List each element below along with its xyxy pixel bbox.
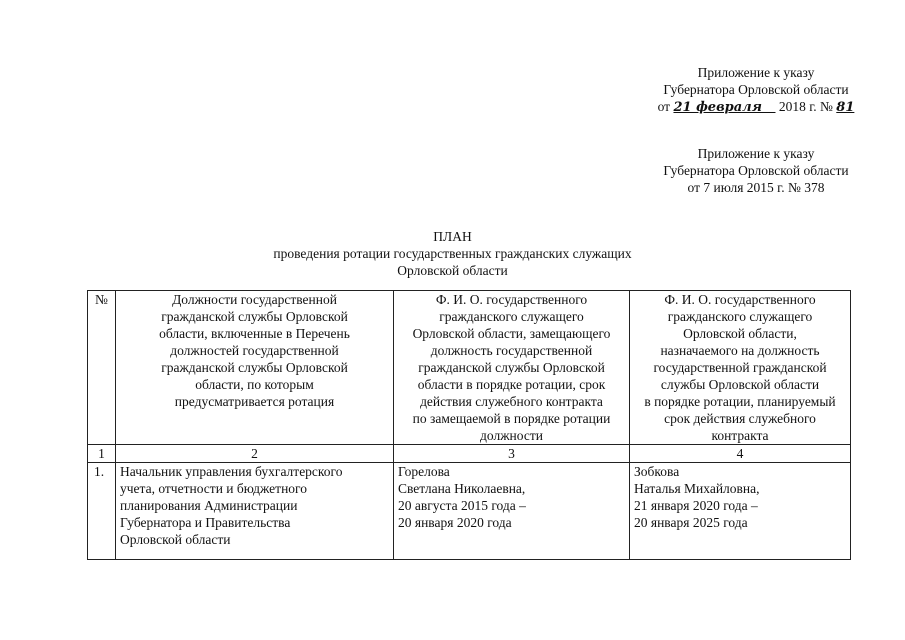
title-line1: ПЛАН bbox=[433, 229, 472, 244]
appendix-current-line2: Губернатора Орловской области bbox=[663, 82, 849, 97]
cell-line: 20 января 2020 года bbox=[398, 515, 512, 530]
cell-line: № bbox=[95, 292, 108, 307]
title-line2: проведения ротации государственных гражданских служащих bbox=[273, 246, 632, 261]
row-number: 1. bbox=[88, 463, 116, 560]
appendix-current bbox=[606, 64, 905, 116]
cell-line: контракта bbox=[711, 428, 769, 443]
cell-line: действия служебного контракта bbox=[420, 394, 603, 409]
rotation-plan-table bbox=[87, 290, 851, 560]
cell-line: области в порядке ротации, срок bbox=[417, 377, 606, 392]
cell-line: Ф. И. О. государственного bbox=[664, 292, 816, 307]
cell-line: государственной гражданской bbox=[653, 360, 827, 375]
header-position bbox=[116, 291, 394, 445]
cell-line: области, включенные в Перечень bbox=[159, 326, 350, 341]
cell-line: предусматривается ротация bbox=[174, 394, 335, 409]
cell-line: гражданской службы Орловской bbox=[418, 360, 605, 375]
date-prefix: от bbox=[657, 99, 671, 114]
cell-line: гражданской службы Орловской bbox=[161, 360, 348, 375]
appendix-original bbox=[606, 145, 905, 196]
handwritten-date: 21 февраля bbox=[673, 100, 762, 115]
appointed-employee-cell bbox=[630, 463, 851, 560]
cell-line: гражданского служащего bbox=[439, 309, 584, 324]
cell-line: области, по которым bbox=[195, 377, 314, 392]
header-number bbox=[88, 291, 116, 445]
cell-line: 20 января 2025 года bbox=[634, 515, 748, 530]
appendix-current-date bbox=[606, 98, 905, 116]
cell-line: Зобкова bbox=[634, 464, 680, 479]
cell-line: Начальник управления бухгалтерского bbox=[120, 464, 343, 479]
cell-line: Орловской области bbox=[120, 532, 231, 547]
cell-line: Наталья Михайловна, bbox=[634, 481, 760, 496]
appendix-current-line1: Приложение к указу bbox=[697, 65, 815, 80]
cell-line: должностей государственной bbox=[170, 343, 339, 358]
cell-line: назначаемого на должность bbox=[660, 343, 820, 358]
current-employee-cell bbox=[394, 463, 630, 560]
date-year: 2018 г. № bbox=[778, 99, 833, 114]
column-number: 4 bbox=[630, 445, 851, 463]
handwritten-number: 81 bbox=[836, 100, 855, 115]
table-header-row bbox=[88, 291, 851, 445]
column-number-row bbox=[88, 445, 851, 463]
appendix-original-line2: Губернатора Орловской области bbox=[663, 163, 849, 178]
document-title bbox=[0, 228, 905, 279]
cell-line: срок действия служебного bbox=[664, 411, 816, 426]
cell-line: должность государственной bbox=[430, 343, 593, 358]
cell-line: Светлана Николаевна, bbox=[398, 481, 526, 496]
cell-line: по замещаемой в порядке ротации bbox=[412, 411, 611, 426]
cell-line: учета, отчетности и бюджетного bbox=[120, 481, 307, 496]
cell-line: Должности государственной bbox=[172, 292, 337, 307]
table-row bbox=[88, 463, 851, 560]
cell-line: должности bbox=[480, 428, 543, 443]
cell-line: гражданской службы Орловской bbox=[161, 309, 348, 324]
cell-line: Орловской области, замещающего bbox=[412, 326, 611, 341]
cell-line: Губернатора и Правительства bbox=[120, 515, 291, 530]
header-appointed-employee bbox=[630, 291, 851, 445]
column-number: 2 bbox=[116, 445, 394, 463]
cell-line: Орловской области, bbox=[683, 326, 797, 341]
appendix-original-line3: от 7 июля 2015 г. № 378 bbox=[687, 180, 825, 195]
cell-line: Горелова bbox=[398, 464, 450, 479]
cell-line: планирования Администрации bbox=[120, 498, 298, 513]
column-number: 3 bbox=[394, 445, 630, 463]
appendix-original-line1: Приложение к указу bbox=[697, 146, 815, 161]
cell-line: в порядке ротации, планируемый bbox=[644, 394, 836, 409]
cell-line: 21 января 2020 года – bbox=[634, 498, 758, 513]
cell-line: 20 августа 2015 года – bbox=[398, 498, 526, 513]
header-current-employee bbox=[394, 291, 630, 445]
cell-line: Ф. И. О. государственного bbox=[435, 292, 588, 307]
cell-line: гражданского служащего bbox=[667, 309, 813, 324]
column-number: 1 bbox=[88, 445, 116, 463]
title-line3: Орловской области bbox=[397, 263, 508, 278]
cell-line: службы Орловской области bbox=[660, 377, 820, 392]
position-cell bbox=[116, 463, 394, 560]
